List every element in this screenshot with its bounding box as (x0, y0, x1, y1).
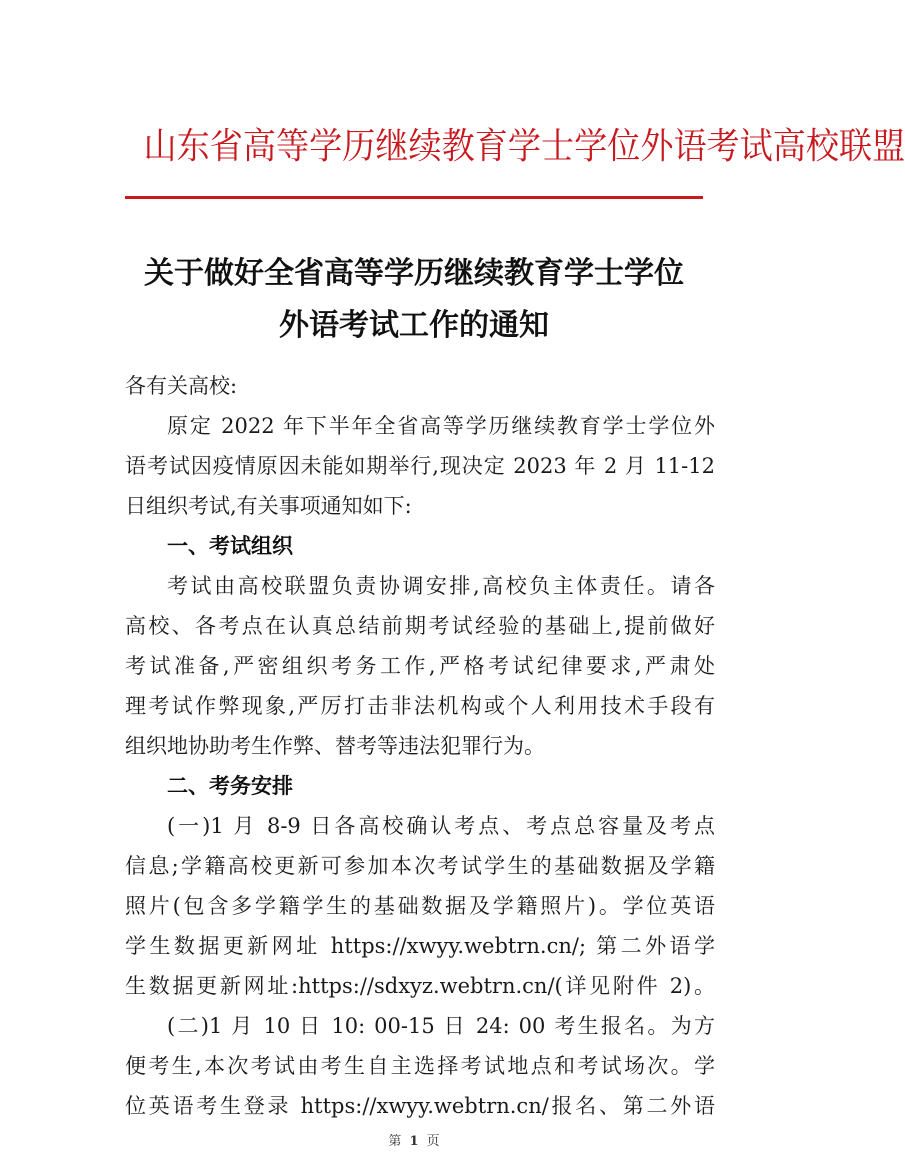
paragraph-line: 照片(包含多学籍学生的基础数据及学籍照片)。学位英语 (125, 894, 715, 918)
paragraph-line: (一)1 月 8-9 日各高校确认考点、考点总容量及考点 (167, 814, 715, 838)
paragraph-line: 理考试作弊现象,严厉打击非法机构或个人利用技术手段有 (125, 694, 715, 718)
intro-line: 原定 2022 年下半年全省高等学历继续教育学士学位外 (167, 414, 715, 438)
page-number-suffix: 页 (426, 1134, 440, 1149)
section-heading-exam-organization: 一、考试组织 (167, 534, 293, 558)
paragraph-line: 考试由高校联盟负责协调安排,高校负主体责任。请各 (167, 574, 715, 598)
paragraph-line: 便考生,本次考试由考生自主选择考试地点和考试场次。学 (125, 1054, 715, 1078)
paragraph-line: 信息;学籍高校更新可参加本次考试学生的基础数据及学籍 (125, 854, 715, 878)
paragraph-line: 考试准备,严密组织考务工作,严格考试纪律要求,严肃处 (125, 654, 715, 678)
paragraph-line: 生数据更新网址:https://sdxyz.webtrn.cn/(详见附件 2)。 (125, 974, 715, 998)
page-number-prefix: 第 (388, 1134, 402, 1149)
paragraph-line: (二)1 月 10 日 10: 00-15 日 24: 00 考生报名。为方 (167, 1014, 715, 1038)
page-number (0, 1130, 828, 1149)
paragraph-line: 组织地协助考生作弊、替考等违法犯罪行为。 (125, 734, 545, 758)
paragraph-line: 高校、各考点在认真总结前期考试经验的基础上,提前做好 (125, 614, 715, 638)
paragraph-line: 学生数据更新网址 https://xwyy.webtrn.cn/; 第二外语学 (125, 934, 715, 958)
page-number-value: 1 (409, 1134, 419, 1149)
masthead-red-rule (125, 196, 703, 199)
salutation: 各有关高校: (125, 374, 238, 398)
intro-line: 语考试因疫情原因未能如期举行,现决定 2023 年 2 月 11-12 (125, 454, 715, 478)
document-title-line-2: 外语考试工作的通知 (279, 308, 549, 343)
intro-line: 日组织考试,有关事项通知如下: (125, 494, 412, 518)
paragraph-line: 位英语考生登录 https://xwyy.webtrn.cn/报名、第二外语 (125, 1094, 715, 1118)
masthead-title: 山东省高等学历继续教育学士学位外语考试高校联盟 (143, 126, 905, 166)
section-heading-exam-affairs: 二、考务安排 (167, 774, 293, 798)
document-title-line-1: 关于做好全省高等学历继续教育学士学位 (144, 256, 684, 291)
